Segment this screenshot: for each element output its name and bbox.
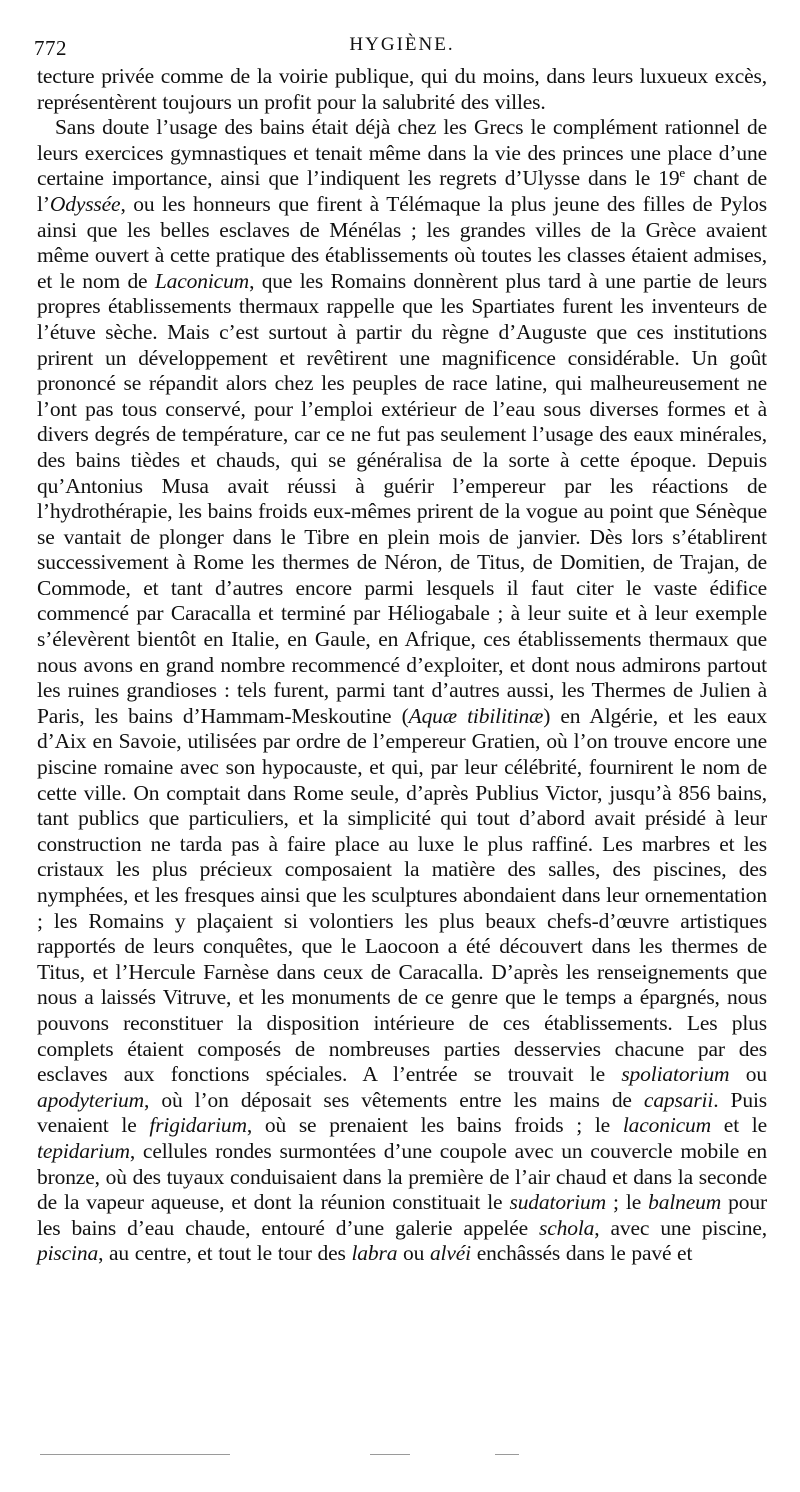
paragraph-bains xyxy=(37,115,767,1267)
text-run: , au centre, et tout le tour des xyxy=(98,1241,352,1266)
text-run: , avec une piscine, xyxy=(594,1215,767,1240)
italic-term: schola xyxy=(539,1215,595,1240)
text-run: Sans doute l’usage des bains était déjà chez les Grecs le complément rationnel de leurs exercices gymnastiques et tenait même dans la vie des princes une place d’une certaine importance, ainsi que l’indiquent les regrets d’Ulysse dans le 19 xyxy=(37,115,767,191)
text-run: , cellules rondes surmontées d’une coupole avec un couvercle mobile en bronze, où des tuyaux conduisaient dans la première de l’air chaud et dans la seconde de la vapeur aqueuse, et dont la réunion constituait le xyxy=(37,1138,767,1215)
italic-term: spoliatorium xyxy=(621,1062,730,1087)
text-run: . Puis venaient le xyxy=(37,1087,767,1138)
text-run: ou xyxy=(729,1062,767,1087)
italic-term: frigidarium xyxy=(149,1113,247,1138)
italic-term: piscina xyxy=(37,1241,99,1266)
italic-term: sudatorium xyxy=(509,1190,606,1215)
italic-term: balneum xyxy=(648,1190,722,1215)
running-head xyxy=(34,28,767,64)
italic-term: Laconicum xyxy=(154,268,250,293)
text-run: enchâssés dans le pavé et xyxy=(471,1241,693,1266)
text-run: ) en Algérie, et les eaux d’Aix en Savoie, utilisées par ordre de l’empereur Gratien, où l’on trouve encore une piscine romaine avec son hypocauste, et qui, par leur célébrité, fournirent le nom de cette ville. On comptait dans Rome seule, d’après Publius Victor, jusqu’à 856 bains, tant publics que particuliers, et la simplicité qui tout d’abord avait présidé à leur construction ne tarda pas à faire place au luxe le plus raffiné. Les marbres et les cristaux les plus précieux composaient la matière des salles, des piscines, des nymphées, et les fresques ainsi que les sculptures abondaient dans leur ornementation ; les Romains y plaçaient si volontiers les plus beaux chefs-d’œuvre artistiques rapportés de leurs conquêtes, que le Laocoon a été découvert dans les thermes de Titus, et l’Hercule Farnèse dans ceux de Caracalla. D’après les renseignements que nous a laissés Vitruve, et les monuments de ce genre que le temps a épargnés, nous pouvons reconstituer la disposition intérieure de ces établissements. Les plus complets étaient composés de nombreuses parties desservies chacune par des esclaves aux fonctions spéciales. A l’entrée se trouvait le xyxy=(37,703,767,1087)
text-run: chant de l’ xyxy=(37,166,767,216)
running-title: HYGIÈNE. xyxy=(349,34,455,55)
text-run: ; le xyxy=(605,1190,649,1215)
italic-term: alvéi xyxy=(429,1241,471,1266)
italic-term: tepidarium xyxy=(37,1138,130,1163)
text-run: ou xyxy=(397,1241,430,1266)
italic-term: labra xyxy=(351,1241,398,1266)
text-run: , où l’on déposait ses vêtements entre les mains de xyxy=(144,1087,644,1112)
book-page xyxy=(34,28,767,1267)
text-run: et le xyxy=(711,1113,767,1138)
page-number: 772 xyxy=(34,36,67,60)
superscript: e xyxy=(679,165,686,181)
italic-term: laconicum xyxy=(622,1113,712,1138)
text-run: , où se prenaient les bains froids ; le xyxy=(246,1113,623,1138)
italic-term: Aquæ tibilitinæ xyxy=(408,703,544,728)
text-run: , ou les honneurs que firent à Télémaque la plus jeune des filles de Pylos ainsi que les belles esclaves de Ménélas ; les grandes villes de la Grèce avaient même ouvert à cette pratique des établissements où toutes les classes étaient admises, et le nom de xyxy=(37,191,767,293)
italic-term: capsarii xyxy=(643,1087,714,1112)
italic-term: apodyterium xyxy=(37,1087,145,1112)
text-run: pour les bains d’eau chaude, entouré d’une galerie appelée xyxy=(37,1190,767,1240)
body-text xyxy=(37,64,767,1267)
text-run: tecture privée comme de la voirie publique, qui du moins, dans leurs luxueux excès, représentèrent toujours un profit pour la salubrité des villes. xyxy=(37,64,767,114)
italic-term: Odyssée xyxy=(49,191,121,216)
paragraph-continuation xyxy=(37,64,767,115)
text-run: , que les Romains donnèrent plus tard à une partie de leurs propres établissements thermaux rappelle que les Spartiates furent les inventeurs de l’étuve sèche. Mais c’est surtout à partir du règne d’Auguste que ces institutions prirent un développement et revêtirent une magnificence considérable. Un goût prononcé se répandit alors chez les peuples de race latine, qui malheureusement ne l’ont pas tous conservé, pour l’emploi extérieur de l’eau sous diverses formes et à divers degrés de température, car ce ne fut pas seulement l’usage des eaux minérales, des bains tièdes et chauds, qui se généralisa de la sorte à cette époque. Depuis qu’Antonius Musa avait réussi à guérir l’empereur par les réactions de l’hydrothérapie, les bains froids eux-mêmes prirent de la vogue au point que Sénèque se vantait de plonger dans le Tibre en plein mois de janvier. Dès lors s’établirent successivement à Rome les thermes de Néron, de Titus, de Domitien, de Trajan, de Commode, et tant d’autres encore parmi lesquels il faut citer le vaste édifice commencé par Caracalla et terminé par Héliogabale ; à leur suite et à leur exemple s’élevèrent bientôt en Italie, en Gaule, en Afrique, ces établissements thermaux que nous avons en grand nombre recommencé d’exploiter, et dont nous admirons partout les ruines grandioses : tels furent, parmi tant d’autres aussi, les Thermes de Julien à Paris, les bains d’Hammam-Meskoutine ( xyxy=(37,268,767,728)
scan-artifact-line xyxy=(40,1452,500,1458)
